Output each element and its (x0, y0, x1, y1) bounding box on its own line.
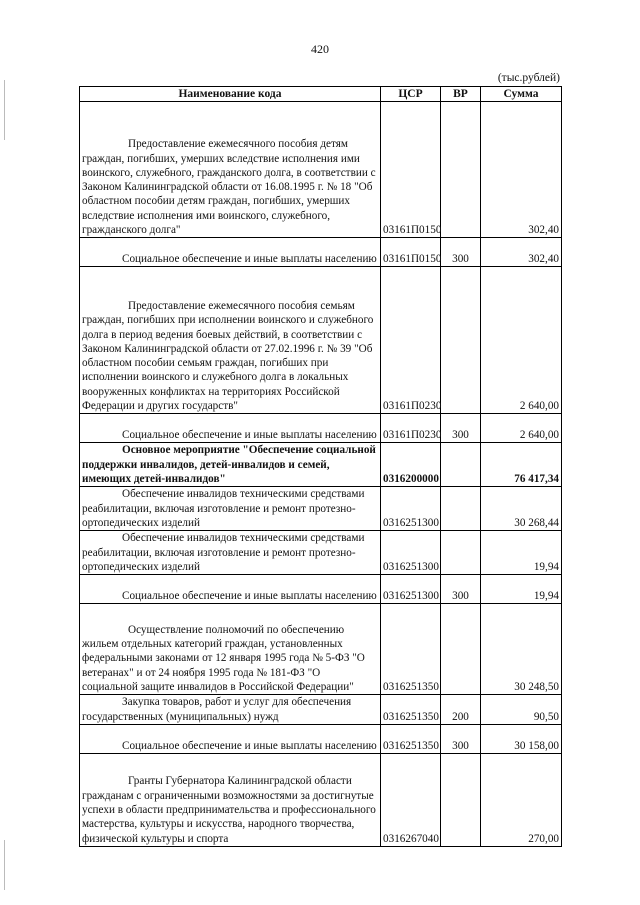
row-vr: 300 (441, 724, 481, 753)
row-csr: 0316251350 (381, 724, 441, 753)
row-csr: 0316251300 (381, 575, 441, 604)
table-row (80, 414, 562, 443)
page-number: 420 (311, 42, 329, 56)
row-name: Предоставление ежемесячного пособия детям граждан, погибших, умерших вследствие исполнения ими воинского, служебного, гражданского долга, в соответствии с Законом Калининградской области от 16.08.1995 г. № 18 "Об областном пособии детям граждан, погибших, умерших вследствие исполнения ими воинского, служебного, гражданского долга" (80, 102, 381, 238)
row-csr: 0316251300 (381, 531, 441, 575)
row-vr (441, 102, 481, 238)
row-sum: 2 640,00 (481, 267, 562, 414)
row-sum: 19,94 (481, 575, 562, 604)
row-name: Социальное обеспечение и иные выплаты населению (80, 238, 381, 267)
table-row (80, 531, 562, 575)
row-name: Социальное обеспечение и иные выплаты населению (80, 575, 381, 604)
table-row (80, 604, 562, 695)
row-sum: 19,94 (481, 531, 562, 575)
row-sum: 30 248,50 (481, 604, 562, 695)
left-margin-mark (4, 840, 5, 890)
row-csr: 0316267040 (381, 753, 441, 846)
row-csr: 03161П0150 (381, 102, 441, 238)
column-header-name: Наименование кода (80, 87, 381, 102)
row-csr: 0316200000 (381, 443, 441, 487)
row-sum: 302,40 (481, 238, 562, 267)
table-row (80, 238, 562, 267)
column-header-sum: Сумма (481, 87, 562, 102)
row-csr: 03161П0230 (381, 267, 441, 414)
row-sum: 30 158,00 (481, 724, 562, 753)
table-row (80, 267, 562, 414)
column-header-vr: ВР (441, 87, 481, 102)
row-vr: 300 (441, 575, 481, 604)
row-csr: 0316251350 (381, 604, 441, 695)
table-row (80, 695, 562, 725)
table-row (80, 724, 562, 753)
row-name: Предоставление ежемесячного пособия семьям граждан, погибших при исполнении воинского и служебного долга в период ведения боевых действий, в соответствии с Законом Калининградской области от 27.02.1996 г. № 39 "Об областном пособии семьям граждан, погибших при исполнении воинского и служебного долга в локальных вооруженных конфликтах на территориях Российской Федерации и других государств" (80, 267, 381, 414)
left-margin-mark (4, 80, 5, 140)
row-vr (441, 604, 481, 695)
table-row (80, 102, 562, 238)
table-row (80, 753, 562, 846)
row-csr: 03161П0150 (381, 238, 441, 267)
row-sum: 30 268,44 (481, 487, 562, 531)
row-vr: 200 (441, 695, 481, 725)
table-row (80, 575, 562, 604)
row-name: Социальное обеспечение и иные выплаты населению (80, 724, 381, 753)
row-name: Социальное обеспечение и иные выплаты населению (80, 414, 381, 443)
row-sum: 2 640,00 (481, 414, 562, 443)
row-sum: 270,00 (481, 753, 562, 846)
row-vr: 300 (441, 414, 481, 443)
row-name: Основное мероприятие "Обеспечение социальной поддержки инвалидов, детей-инвалидов и семей, имеющих детей-инвалидов" (80, 443, 381, 487)
row-vr (441, 267, 481, 414)
row-vr (441, 531, 481, 575)
row-csr: 03161П0230 (381, 414, 441, 443)
row-name: Обеспечение инвалидов техническими средствами реабилитации, включая изготовление и ремонт протезно-ортопедических изделий (80, 487, 381, 531)
budget-table (79, 86, 562, 847)
row-csr: 0316251350 (381, 695, 441, 725)
row-name: Осуществление полномочий по обеспечению жильем отдельных категорий граждан, установленных федеральными законами от 12 января 1995 года № 5-ФЗ "О ветеранах" и от 24 ноября 1995 года № 181-ФЗ "О социальной защите инвалидов в Российской Федерации" (80, 604, 381, 695)
table-row (80, 443, 562, 487)
row-vr (441, 443, 481, 487)
row-name: Обеспечение инвалидов техническими средствами реабилитации, включая изготовление и ремонт протезно-ортопедических изделий (80, 531, 381, 575)
row-vr: 300 (441, 238, 481, 267)
row-sum: 302,40 (481, 102, 562, 238)
table-header-row (80, 87, 562, 102)
row-name: Гранты Губернатора Калининградской области гражданам с ограниченными возможностями за достигнутые успехи в области предпринимательства и профессионального мастерства, культуры и искусства, народного творчества, физической культуры и спорта (80, 753, 381, 846)
row-sum: 90,50 (481, 695, 562, 725)
row-vr (441, 753, 481, 846)
units-label: (тыс.рублей) (497, 72, 560, 84)
row-sum: 76 417,34 (481, 443, 562, 487)
row-vr (441, 487, 481, 531)
row-csr: 0316251300 (381, 487, 441, 531)
row-name: Закупка товаров, работ и услуг для обеспечения государственных (муниципальных) нужд (80, 695, 381, 725)
table-row (80, 487, 562, 531)
column-header-csr: ЦСР (381, 87, 441, 102)
